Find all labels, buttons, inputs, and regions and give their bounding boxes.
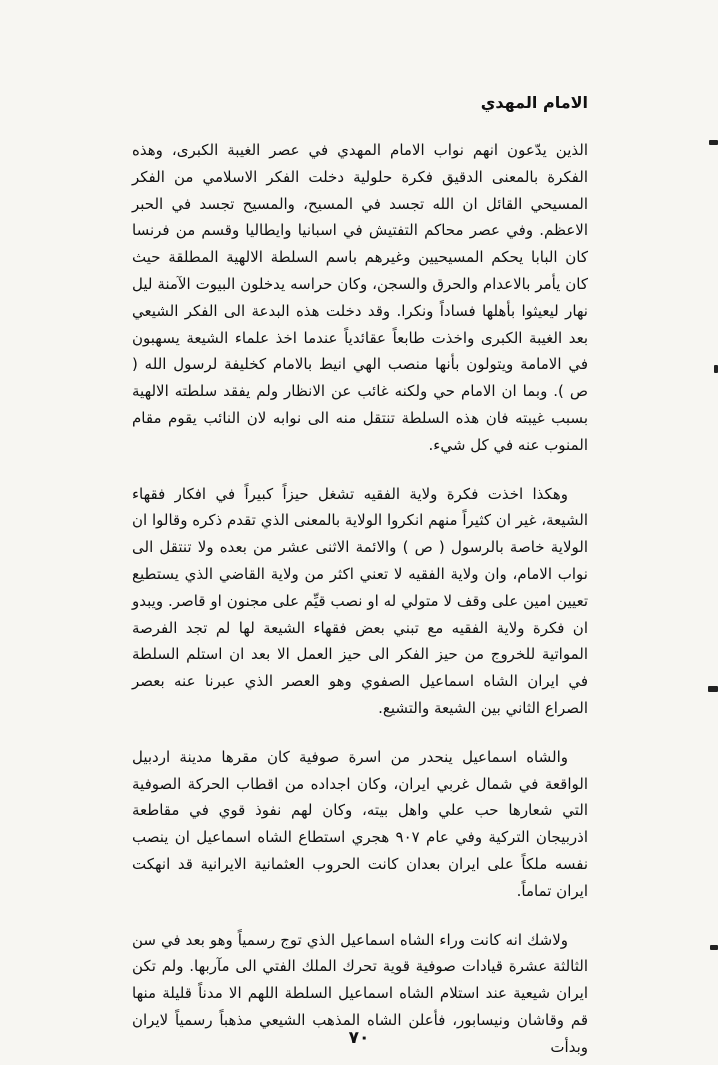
paragraph-3: والشاه اسماعيل ينحدر من اسرة صوفية كان مقرها مدينة اردبيل الواقعة في شمال غربي ايران، وكان اجداده من اقطاب الحركة الصوفية التي شعارها حب علي واهل بيته، وكان لهم نفوذ قوي في مقاطعة اذربيجان التركية وفي عام ٩٠٧ هجري استطاع الشاه اسماعيل ان ينصب نفسه ملكاً على ايران بعدان كانت الحروب العثمانية الايرانية قد انهكت ايران تماماً. — [132, 747, 588, 900]
paragraph-2: وهكذا اخذت فكرة ولاية الفقيه تشغل حيزاً كبيراً في افكار فقهاء الشيعة، غير ان كثيراً منهم انكروا الولاية بالمعنى الذي تقدم ذكره وقالوا ان الولاية خاصة بالرسول ( ص ) والائمة الاثنى عشر من بعده ولا تنتقل الى نواب الامام، وان ولاية الفقيه لا تعني اكثر من ولاية القاضي الذي يستطيع تعيين امين على وقف لا متولي له او نصب قيِّم على مجنون او قاصر. ويبدو ان فكرة ولاية الفقيه مع تبني بعض فقهاء الشيعة لها لم تجد الفرصة المواتية للخروج من حيز الفكر الى حيز العمل الا بعد ان استلم السلطة في ايران الشاه اسماعيل الصفوي وهو العصر الذي عبرنا عنه بعصر الصراع الثاني بين الشيعة والتشيع. — [132, 484, 588, 717]
scan-mark — [710, 945, 718, 950]
page-body — [132, 137, 588, 1061]
scan-mark — [708, 686, 718, 692]
paragraph-1: الذين يدّعون انهم نواب الامام المهدي في عصر الغيبة الكبرى، وهذه الفكرة بالمعنى الدقيق فكرة حلولية دخلت الفكر الاسلامي من الفكر المسيحي القائل ان الله تجسد في المسيح، والمسيح تجسد في الحبر الاعظم. وفي عصر محاكم التفتيش في اسبانيا وايطاليا وقسم من فرنسا كان البابا يحكم المسيحيين وغيرهم باسم السلطة الالهية المطلقة حيث كان يأمر بالاعدام والحرق والسجن، وكان حراسه يدخلون البيوت الآمنة ليل نهار ليعيثوا بأهلها فساداً ونكرا. وقد دخلت هذه البدعة الى الفكر الشيعي بعد الغيبة الكبرى واخذت طابعاً عقائدياً عندما اخذ علماء الشيعة يسهبون في الامامة ويتولون بأنها منصب الهي انيط بالامام كخليفة لرسول الله ( ص ). وبما ان الامام حي ولكنه غائب عن الانظار ولم يفقد سلطته الالهية بسبب غيبته فان هذه السلطة تنتقل منه الى نوابه لان النائب يقوم مقام المنوب عنه في كل شيء. — [132, 141, 588, 454]
paragraph-4: ولاشك انه كانت وراء الشاه اسماعيل الذي توج رسمياً وهو بعد في سن الثالثة عشرة قيادات صوفية قوية تحرك الملك الفتي الى مآربها. ولم تكن ايران شيعية عند استلام الشاه اسماعيل السلطة اللهم الا مدناً قليلة منها قم وقاشان ونيسابور، فأعلن الشاه المذهب الشيعي مذهباً رسمياً لايران وبدأت — [132, 930, 588, 1056]
running-header: الامام المهدي — [480, 93, 588, 112]
scan-mark — [714, 365, 718, 373]
page-number: ٧٠ — [348, 1028, 370, 1048]
scan-mark — [709, 140, 718, 145]
